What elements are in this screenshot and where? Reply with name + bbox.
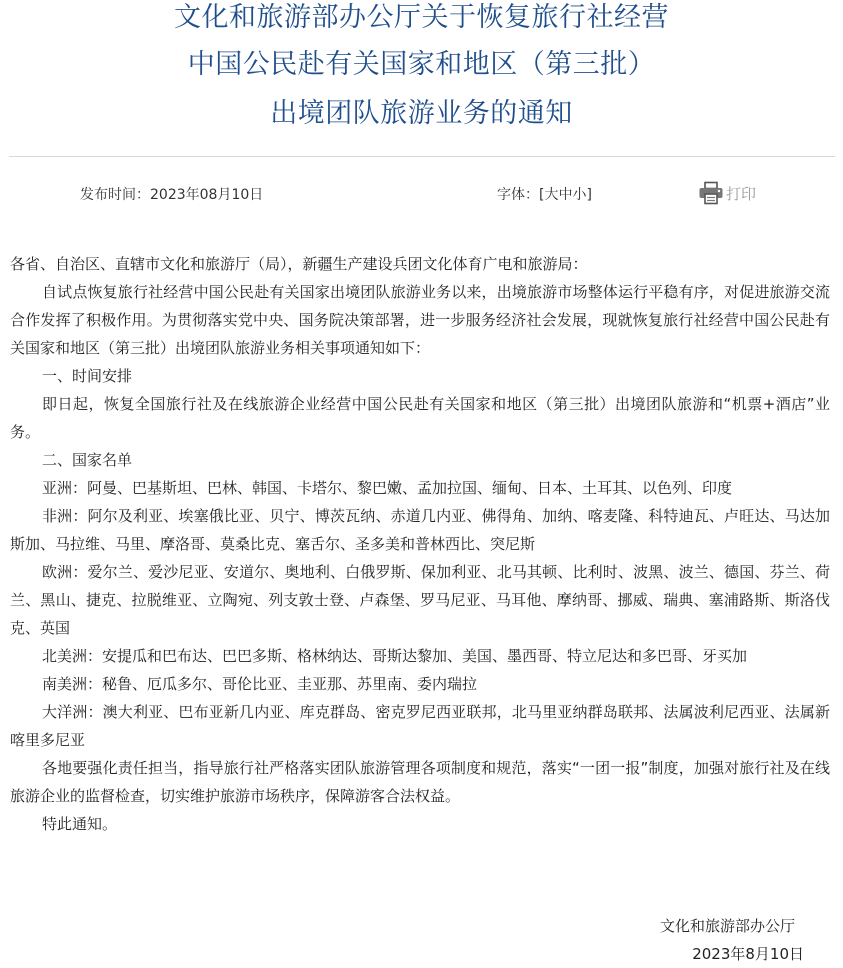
intro-paragraph: 自试点恢复旅行社经营中国公民赴有关国家出境团队旅游业务以来，出境旅游市场整体运行平稳有序，对促进旅游交流合作发挥了积极作用。为贯彻落实党中央、国务院决策部署，进一步服务经济社会发展，现就恢复旅行社经营中国公民赴有关国家和地区（第三批）出境团队旅游业务相关事项通知如下： xyxy=(10,283,830,357)
closing-line: 特此通知。 xyxy=(42,815,118,833)
font-size-large-button[interactable]: 大 xyxy=(544,187,559,203)
publish-date: 2023年08月10日 xyxy=(150,187,264,203)
requirements-paragraph: 各地要强化责任担当，指导旅行社严格落实团队旅游管理各项制度和规范，落实“一团一报”制度，加强对旅行社及在线旅游企业的监督检查，切实维护旅游市场秩序，保障游客合法权益。 xyxy=(10,759,830,805)
meta-bar xyxy=(0,181,843,205)
issue-date: 2023年8月10日 xyxy=(692,945,804,963)
printer-icon xyxy=(698,181,726,205)
country-list-asia: 亚洲：阿曼、巴基斯坦、巴林、韩国、卡塔尔、黎巴嫩、孟加拉国、缅甸、日本、土耳其、以色列、印度 xyxy=(42,479,733,497)
issuer-name: 文化和旅游部办公厅 xyxy=(659,917,795,935)
section-heading-country-list: 二、国家名单 xyxy=(42,451,133,469)
country-list-oceania: 大洋洲：澳大利亚、巴布亚新几内亚、库克群岛、密克罗尼西亚联邦，北马里亚纳群岛联邦、法属波利尼西亚、法属新喀里多尼亚 xyxy=(10,703,830,749)
country-list-europe: 欧洲：爱尔兰、爱沙尼亚、安道尔、奥地利、白俄罗斯、保加利亚、北马其顿、比利时、波黑、波兰、德国、芬兰、荷兰、黑山、捷克、拉脱维亚、立陶宛、列支敦士登、卢森堡、罗马尼亚、马耳他、摩纳哥、挪威、瑞典、塞浦路斯、斯洛伐克、英国 xyxy=(10,563,830,637)
title-line-1: 文化和旅游部办公厅关于恢复旅行社经营 xyxy=(174,2,669,33)
signature-block xyxy=(659,912,804,968)
font-size-label: 字体： xyxy=(497,187,539,203)
country-list-south-america: 南美洲：秘鲁、厄瓜多尔、哥伦比亚、圭亚那、苏里南、委内瑞拉 xyxy=(42,675,478,693)
section-heading-schedule: 一、时间安排 xyxy=(42,367,133,385)
schedule-paragraph: 即日起，恢复全国旅行社及在线旅游企业经营中国公民赴有关国家和地区（第三批）出境团队旅游和“机票+酒店”业务。 xyxy=(10,395,830,441)
title-line-2: 中国公民赴有关国家和地区（第三批） xyxy=(187,49,656,80)
font-size-small-button[interactable]: 小 xyxy=(572,187,587,203)
article-body xyxy=(10,250,830,838)
title-line-3: 出境团队旅游业务的通知 xyxy=(270,98,573,129)
title-divider xyxy=(9,156,835,157)
country-list-africa: 非洲：阿尔及利亚、埃塞俄比亚、贝宁、博茨瓦纳、赤道几内亚、佛得角、加纳、喀麦隆、科特迪瓦、卢旺达、马达加斯加、马拉维、马里、摩洛哥、莫桑比克、塞舌尔、圣多美和普林西比、突尼斯 xyxy=(10,507,830,553)
print-label: 打印 xyxy=(726,184,757,203)
print-button[interactable] xyxy=(698,181,756,205)
font-size-selector xyxy=(497,184,592,204)
salutation: 各省、自治区、直辖市文化和旅游厅（局），新疆生产建设兵团文化体育广电和旅游局： xyxy=(10,255,588,273)
country-list-north-america: 北美洲：安提瓜和巴布达、巴巴多斯、格林纳达、哥斯达黎加、美国、墨西哥、特立尼达和多巴哥、牙买加 xyxy=(42,647,748,665)
publish-time xyxy=(80,184,263,204)
font-bracket-close: ] xyxy=(586,187,592,203)
publish-time-label: 发布时间： xyxy=(80,187,150,203)
document-title xyxy=(0,0,843,140)
font-size-medium-button[interactable]: 中 xyxy=(558,187,573,203)
font-bracket-open: [ xyxy=(539,187,545,203)
